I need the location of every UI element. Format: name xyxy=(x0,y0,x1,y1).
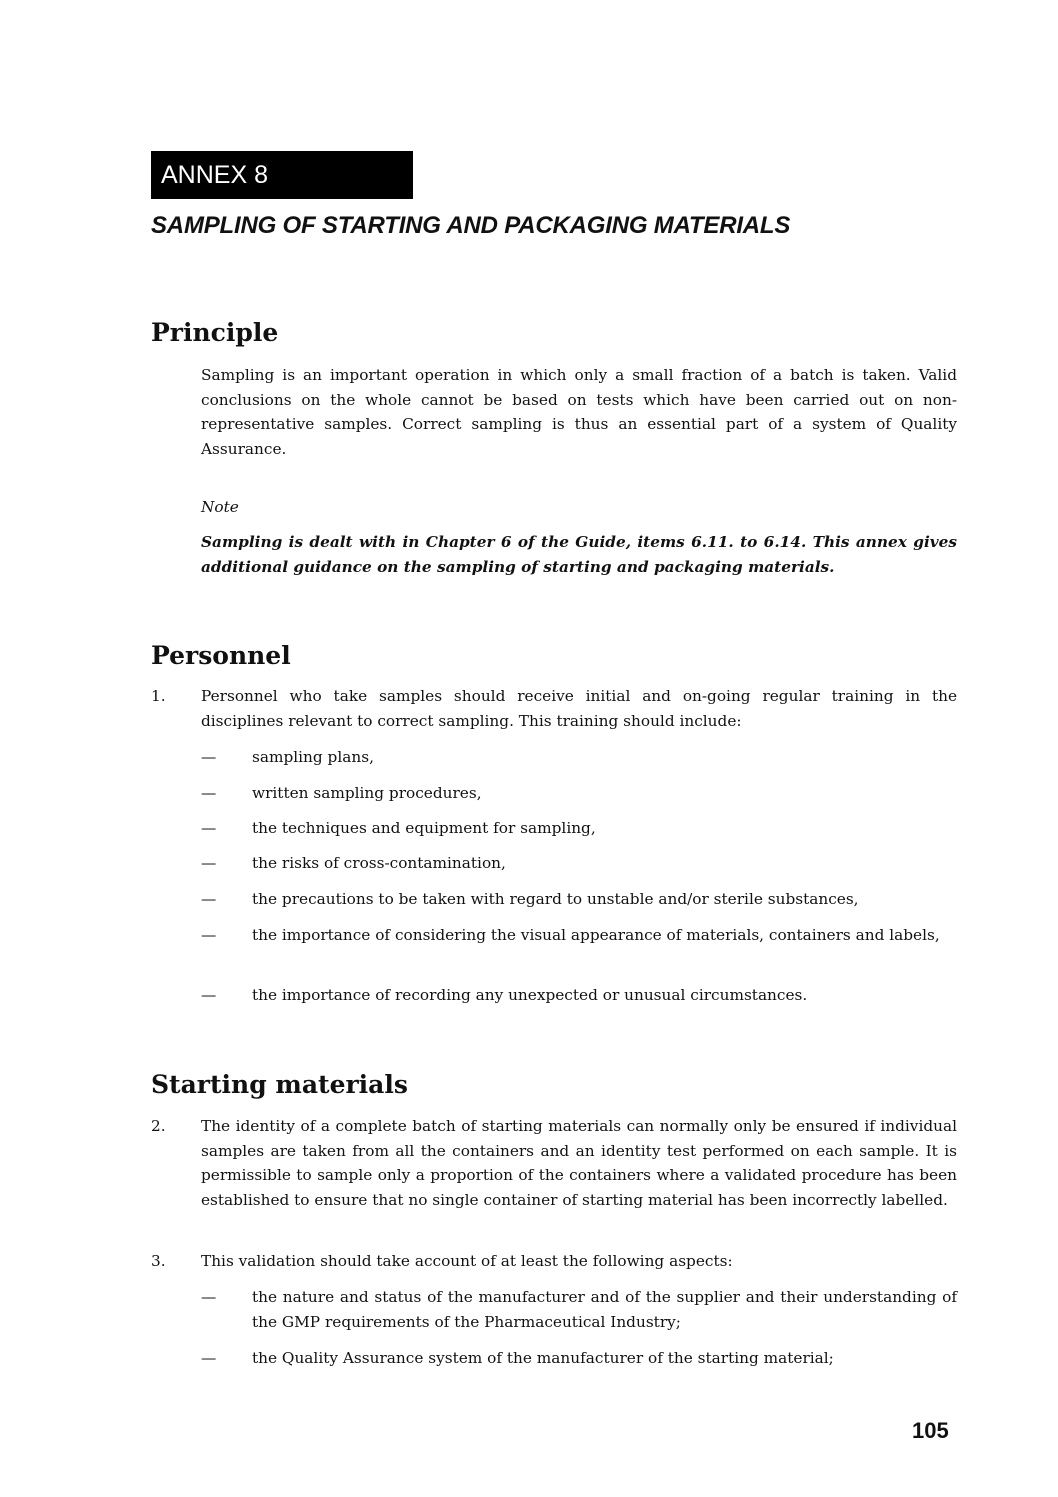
bullet-dash: — xyxy=(201,784,217,802)
note-text: Sampling is dealt with in Chapter 6 of the Guide, items 6.11. to 6.14. This annex gives additional guidance on the sampling of starting and packaging materials. xyxy=(201,533,957,576)
item-number-2: 2. xyxy=(151,1117,166,1135)
bullet-dash: — xyxy=(201,890,217,908)
item-text-3: This validation should take account of at least the following aspects: xyxy=(201,1252,733,1270)
starting-materials-heading: Starting materials xyxy=(151,1070,408,1099)
bullet-item: the importance of considering the visual appearance of materials, containers and labels, xyxy=(252,926,940,944)
bullet-item: the Quality Assurance system of the manufacturer of the starting material; xyxy=(252,1349,834,1367)
bullet-dash: — xyxy=(201,986,217,1004)
principle-paragraph: Sampling is an important operation in which only a small fraction of a batch is taken. Valid conclusions on the whole cannot be based on tests which have been carried out on non-representative samples. Correct sampling is thus an essential part of a system of Quality Assurance. xyxy=(201,366,957,458)
item-number-1: 1. xyxy=(151,687,166,705)
item-text-2: The identity of a complete batch of starting materials can normally only be ensured if individual samples are taken from all the containers and an identity test performed on each sample. It is permissible to sample only a proportion of the containers where a validated procedure has been established to ensure that no single container of starting material has been incorrectly labelled. xyxy=(201,1117,957,1209)
bullet-dash: — xyxy=(201,854,217,872)
bullet-item: the nature and status of the manufacturer and of the supplier and their understanding of the GMP requirements of the Pharmaceutical Industry; xyxy=(252,1288,957,1331)
bullet-dash: — xyxy=(201,1349,217,1367)
bullet-item: written sampling procedures, xyxy=(252,784,482,802)
bullet-dash: — xyxy=(201,926,217,944)
document-title: SAMPLING OF STARTING AND PACKAGING MATERIALS xyxy=(151,212,791,239)
personnel-heading: Personnel xyxy=(151,641,291,670)
annex-label: ANNEX 8 xyxy=(151,151,413,199)
bullet-dash: — xyxy=(201,1288,217,1306)
item-number-3: 3. xyxy=(151,1252,166,1270)
principle-heading: Principle xyxy=(151,318,279,347)
bullet-item: the precautions to be taken with regard to unstable and/or sterile substances, xyxy=(252,890,859,908)
bullet-item: the importance of recording any unexpected or unusual circumstances. xyxy=(252,986,808,1004)
bullet-item: sampling plans, xyxy=(252,748,374,766)
bullet-dash: — xyxy=(201,748,217,766)
bullet-item: the techniques and equipment for sampling, xyxy=(252,819,596,837)
bullet-item: the risks of cross-contamination, xyxy=(252,854,506,872)
note-label: Note xyxy=(201,498,239,516)
bullet-dash: — xyxy=(201,819,217,837)
page-number: 105 xyxy=(912,1418,949,1443)
item-text-1: Personnel who take samples should receive initial and on-going regular training in the disciplines relevant to correct sampling. This training should include: xyxy=(201,687,957,730)
